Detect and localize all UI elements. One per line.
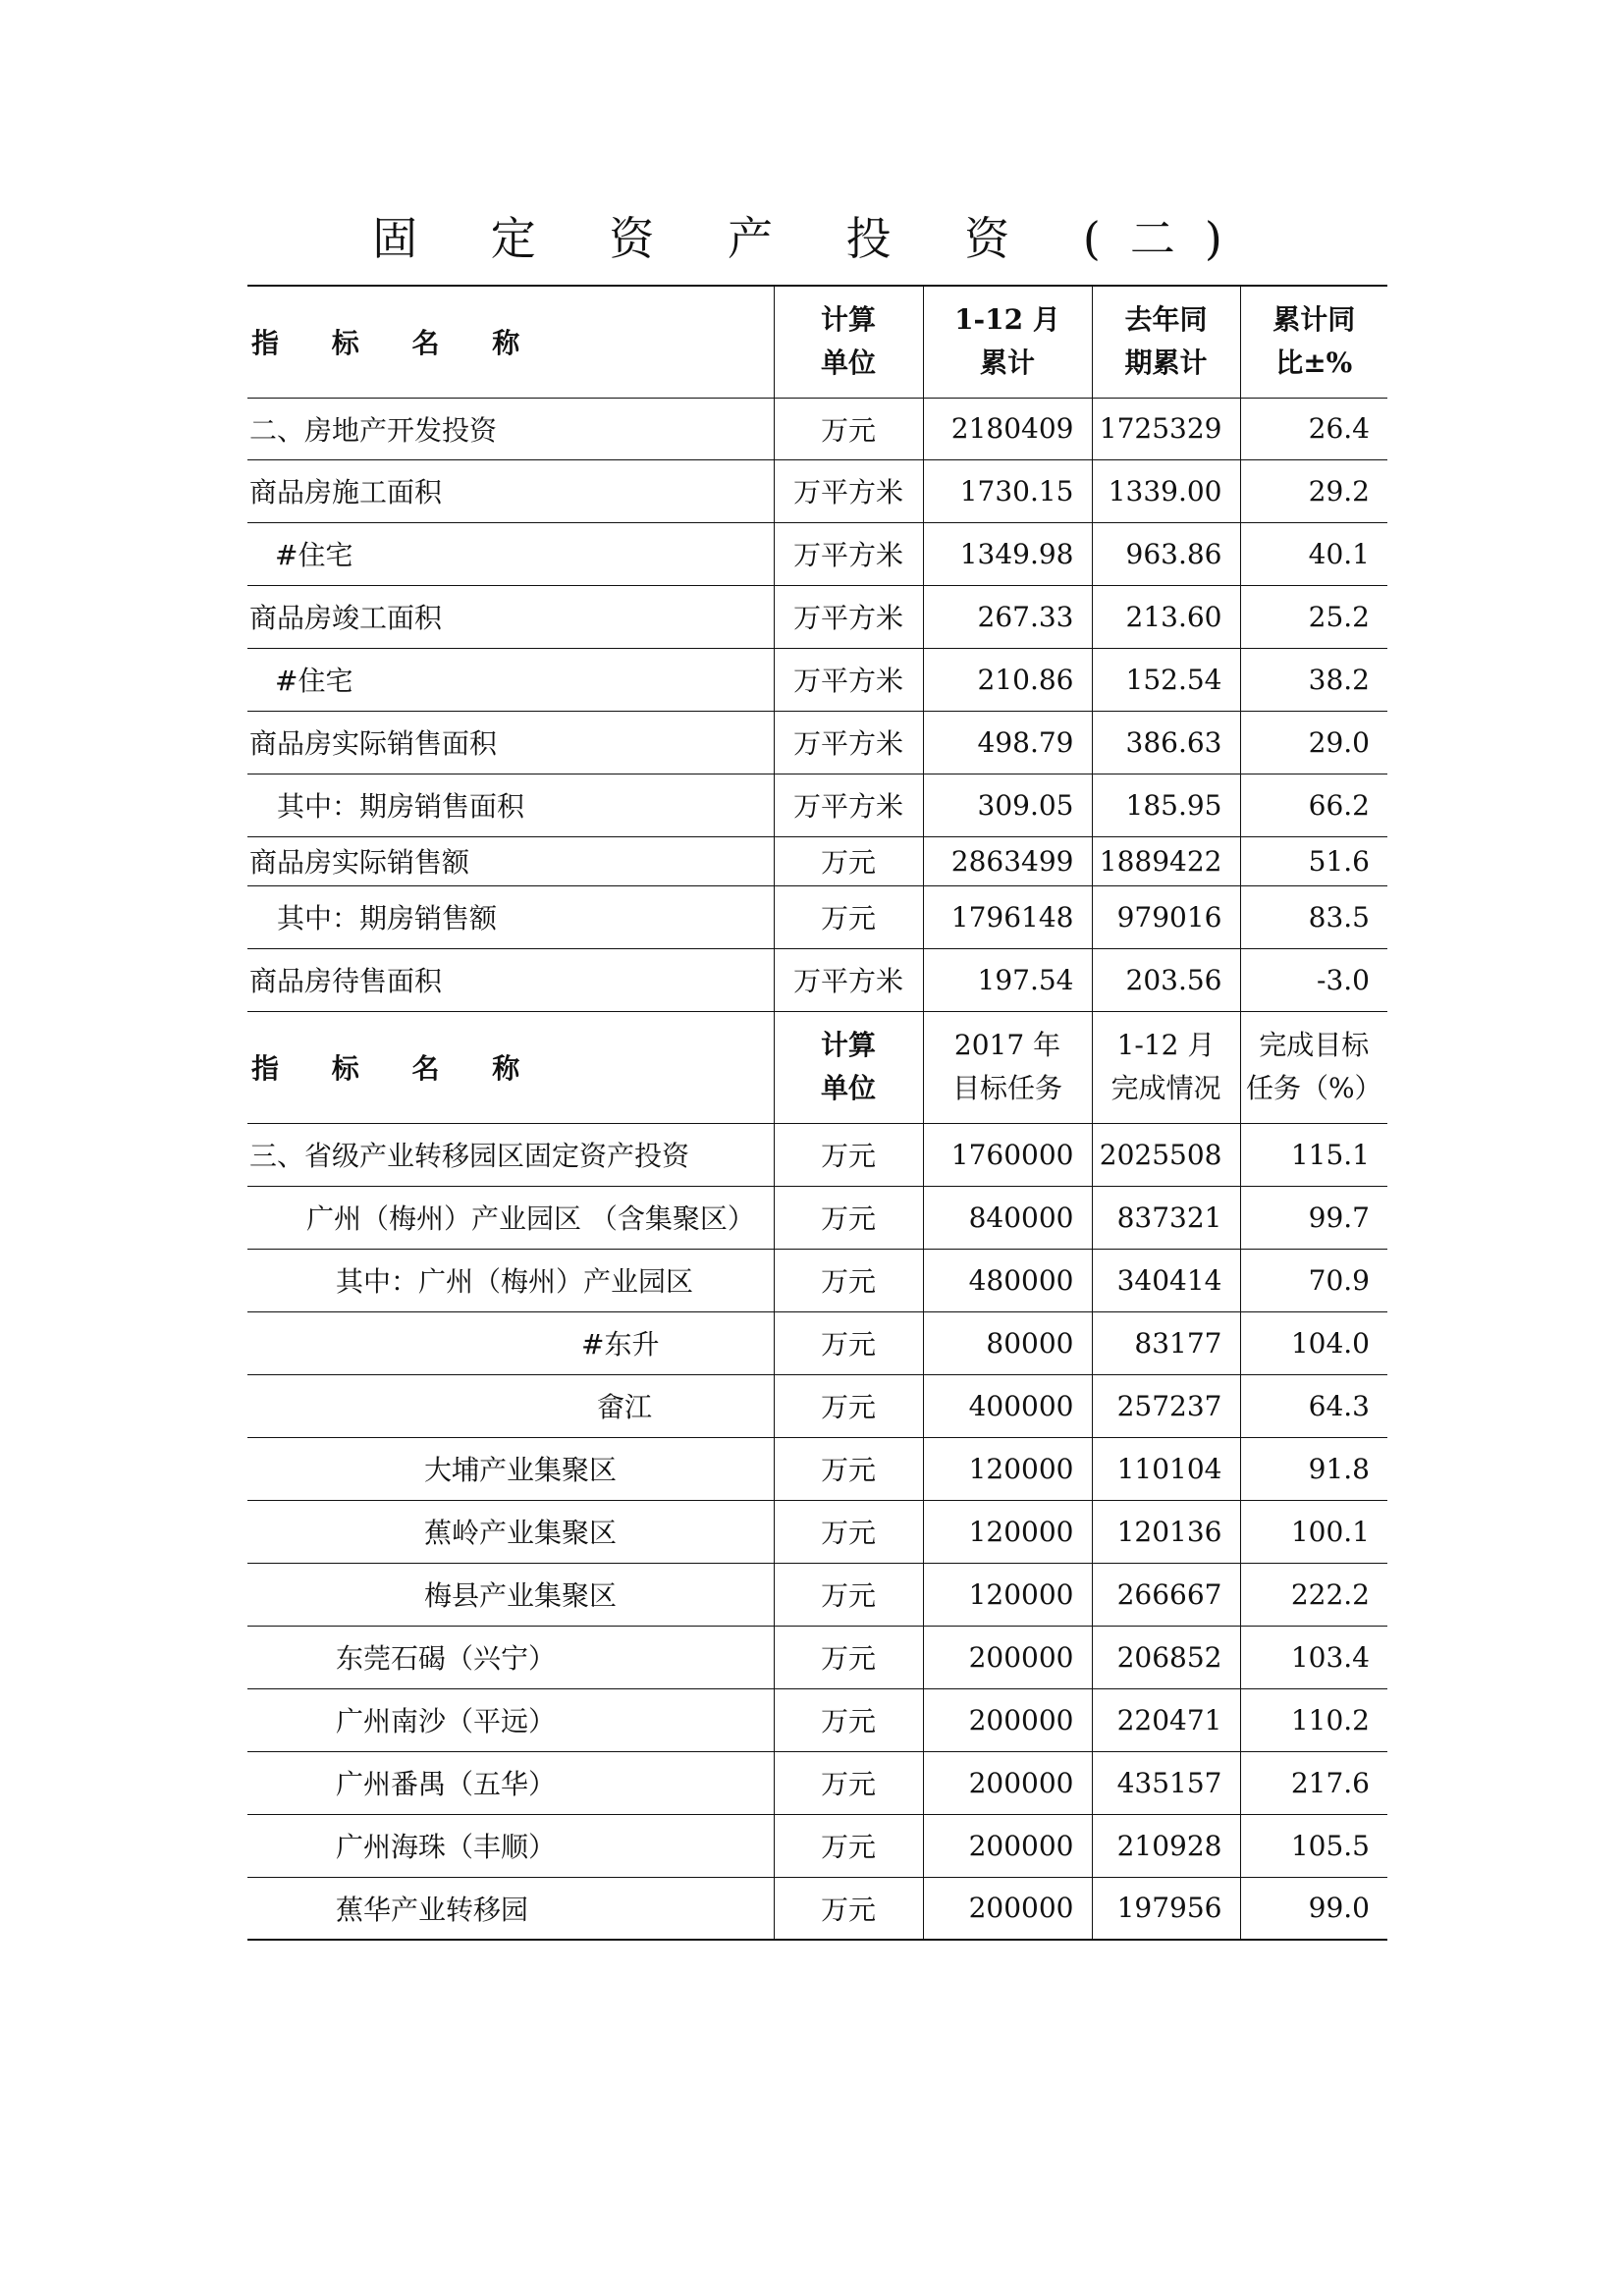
table-row: 畲江 万元 400000 257237 64.3 (247, 1374, 1387, 1437)
header-cumulative: 1-12 月 累计 (923, 286, 1092, 398)
header-last-year: 去年同 期累计 (1092, 286, 1240, 398)
header-indicator-name: 指 标 名 称 (247, 1011, 774, 1123)
table-row: 三、省级产业转移园区固定资产投资 万元 1760000 2025508 115.1 (247, 1123, 1387, 1186)
table-row: #住宅 万平方米 1349.98 963.86 40.1 (247, 522, 1387, 585)
table-row: 广州番禺（五华） 万元 200000 435157 217.6 (247, 1751, 1387, 1814)
table-row: 其中：期房销售面积 万平方米 309.05 185.95 66.2 (247, 774, 1387, 836)
table-row: 蕉华产业转移园 万元 200000 197956 99.0 (247, 1877, 1387, 1940)
header-unit: 计算 单位 (774, 286, 923, 398)
header-row-2 (247, 1011, 1387, 1123)
table-row: 梅县产业集聚区 万元 120000 266667 222.2 (247, 1563, 1387, 1626)
table-row: #住宅 万平方米 210.86 152.54 38.2 (247, 648, 1387, 711)
header-target: 2017 年 目标任务 (923, 1011, 1092, 1123)
table-row: 商品房待售面积 万平方米 197.54 203.56 -3.0 (247, 948, 1387, 1011)
table-row: 其中：期房销售额 万元 1796148 979016 83.5 (247, 885, 1387, 948)
page-title: 固 定 资 产 投 资 (二) (372, 212, 1252, 265)
table-row: 二、房地产开发投资 万元 2180409 1725329 26.4 (247, 398, 1387, 459)
header-completion-rate: 完成目标 任务（%） (1240, 1011, 1387, 1123)
header-row-1 (247, 286, 1387, 398)
table-row: 其中：广州（梅州）产业园区 万元 480000 340414 70.9 (247, 1249, 1387, 1311)
table-row: 商品房实际销售面积 万平方米 498.79 386.63 29.0 (247, 711, 1387, 774)
table-row: 广州海珠（丰顺） 万元 200000 210928 105.5 (247, 1814, 1387, 1877)
table-row: 商品房实际销售额 万元 2863499 1889422 51.6 (247, 836, 1387, 885)
header-unit: 计算 单位 (774, 1011, 923, 1123)
table-row: 蕉岭产业集聚区 万元 120000 120136 100.1 (247, 1500, 1387, 1563)
table-row: 广州（梅州）产业园区 （含集聚区） 万元 840000 837321 99.7 (247, 1186, 1387, 1249)
table-row: 广州南沙（平远） 万元 200000 220471 110.2 (247, 1688, 1387, 1751)
investment-table (247, 285, 1387, 1941)
header-yoy-change: 累计同 比±% (1240, 286, 1387, 398)
table-row: 商品房施工面积 万平方米 1730.15 1339.00 29.2 (247, 459, 1387, 522)
header-completion: 1-12 月 完成情况 (1092, 1011, 1240, 1123)
header-indicator-name: 指 标 名 称 (247, 286, 774, 398)
table-row: #东升 万元 80000 83177 104.0 (247, 1311, 1387, 1374)
table-row: 大埔产业集聚区 万元 120000 110104 91.8 (247, 1437, 1387, 1500)
table-row: 商品房竣工面积 万平方米 267.33 213.60 25.2 (247, 585, 1387, 648)
table-row: 东莞石碣（兴宁） 万元 200000 206852 103.4 (247, 1626, 1387, 1688)
